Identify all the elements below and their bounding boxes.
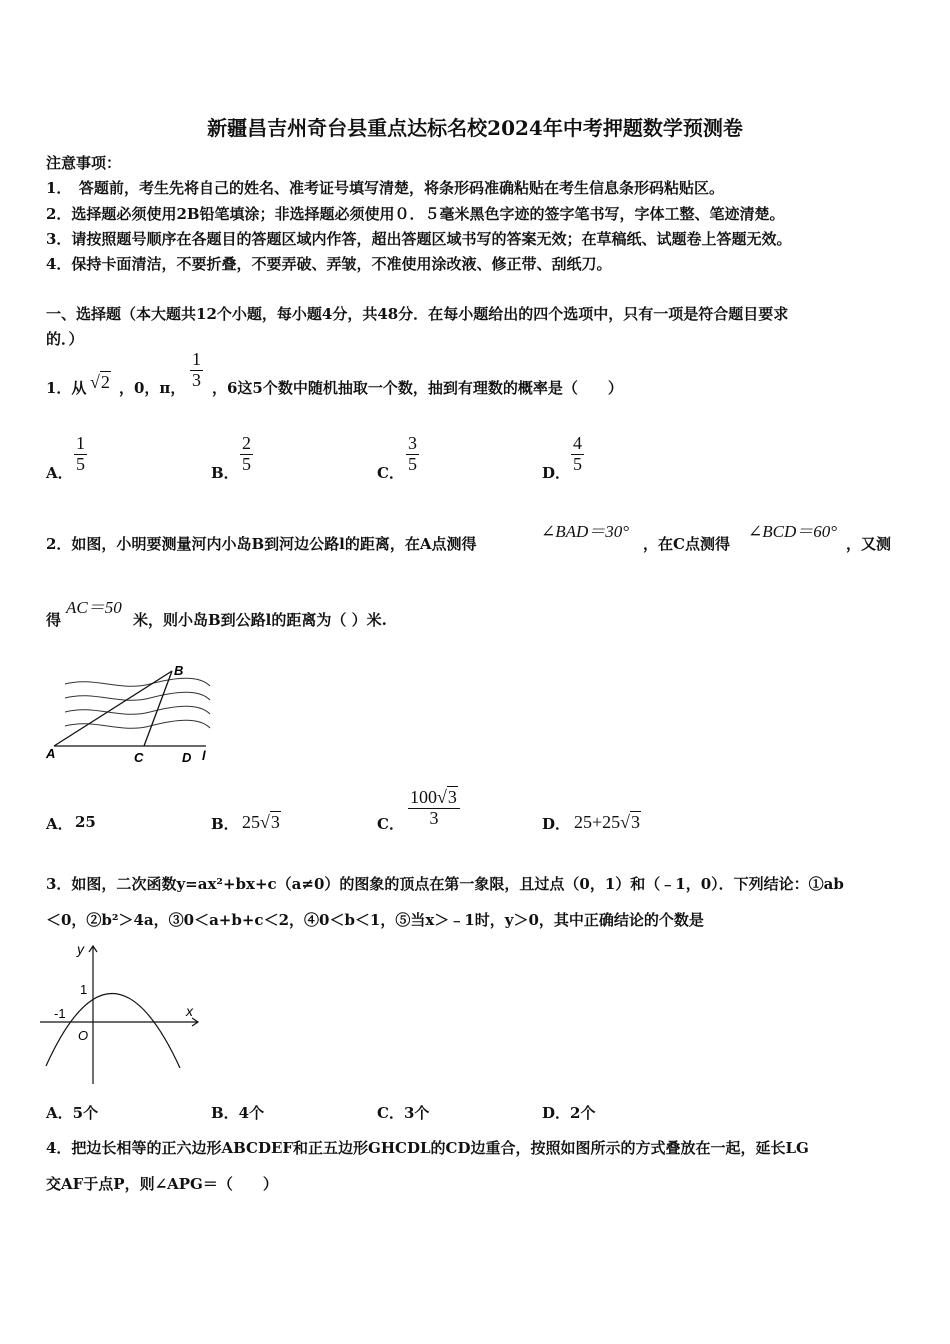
label-origin: O — [78, 1028, 89, 1043]
q1-option-a-fraction — [74, 434, 87, 475]
q2-text: 2．如图，小明要测量河内小岛B到河边公路l的距离，在A点测得 — [46, 535, 477, 553]
section-heading-cont: 的．） — [46, 330, 84, 348]
q2-option-d-label: D． — [542, 815, 571, 833]
q1-mid: ，0，π， — [119, 379, 186, 397]
q2-figure — [40, 658, 230, 768]
coef: 100 — [410, 787, 437, 807]
river-wave — [65, 706, 210, 714]
section-heading: 一、选择题（本大题共12个小题，每小题4分，共48分．在每小题给出的四个选项中，只有一项是符合题目要求 — [46, 305, 789, 323]
q2-option-c-label: C． — [377, 815, 404, 833]
q1-option-d-label: D． — [542, 464, 571, 482]
q1-fraction — [190, 350, 203, 391]
label-l: l — [202, 748, 206, 763]
q3-option-b: B．4个 — [211, 1104, 265, 1122]
q1-option-c-fraction — [406, 434, 419, 475]
notice-item: 2．选择题必须使用2B铅笔填涂；非选择题必须使用０．５毫米黑色字迹的签字笔书写，字体工整、笔迹清楚。 — [46, 205, 785, 223]
label-x: x — [186, 1003, 193, 1019]
frac-den: 5 — [76, 453, 85, 474]
label-neg-one: -1 — [54, 1006, 66, 1021]
q2-option-a-label: A． — [46, 815, 73, 833]
q1-option-b-label: B． — [211, 464, 239, 482]
q1-option-d-fraction — [571, 434, 584, 475]
radicand: 3 — [631, 812, 641, 832]
label-one: 1 — [80, 982, 88, 997]
q2-option-b-value: 25√3 — [242, 812, 280, 832]
q1-frac-num: 1 — [192, 349, 201, 369]
q1-sqrt-arg: 2 — [100, 372, 110, 392]
plus-sign: + — [592, 812, 603, 832]
q3-figure — [40, 938, 210, 1088]
frac-den: 5 — [408, 453, 417, 474]
q1-option-a-label: A． — [46, 464, 73, 482]
radicand: 3 — [270, 812, 280, 832]
q3-text: ＜0，②b²＞4a，③0＜a+b+c＜2，④0＜b＜1，⑤当x＞﹣1时，y＞0，其中正确结论的个数是 — [46, 911, 704, 929]
label-d: D — [182, 750, 192, 765]
q4-text: 交AF于点P，则∠APG＝（ ） — [46, 1175, 278, 1193]
term: 25 — [574, 812, 592, 832]
frac-den: 5 — [573, 453, 582, 474]
notice-heading: 注意事项： — [46, 154, 122, 172]
q1-suffix: ，6这5个数中随机抽取一个数，抽到有理数的概率是（ ） — [212, 379, 623, 397]
label-c: C — [134, 750, 144, 765]
q3-option-c: C．3个 — [377, 1104, 430, 1122]
q2-text: ，在C点测得 — [643, 535, 730, 553]
coef: 25 — [242, 812, 260, 832]
q1-frac-den: 3 — [192, 369, 201, 390]
q4-text: 4．把边长相等的正六边形ABCDEF和正五边形GHCDL的CD边重合，按照如图所示的方式叠放在一起，延长LG — [46, 1139, 809, 1157]
frac-num: 2 — [242, 433, 251, 453]
q1-prefix: 1．从 — [46, 379, 87, 397]
q1-option-b-fraction — [240, 434, 253, 475]
frac-num: 3 — [408, 433, 417, 453]
q2-text: ，又测 — [846, 535, 892, 553]
q3-text: 3．如图，二次函数y=ax²+bx+c（a≠0）的图象的顶点在第一象限，且过点（0，1）和（﹣1，0）．下列结论：①ab — [46, 875, 844, 893]
q2-ac: AC＝50 — [66, 598, 122, 617]
frac-num: 1 — [76, 433, 85, 453]
frac-num: 4 — [573, 433, 582, 453]
q2-option-a-value: 25 — [75, 813, 96, 831]
q1-option-c-label: C． — [377, 464, 404, 482]
frac-den: 3 — [408, 808, 460, 829]
q1-sqrt: √2 — [90, 372, 110, 392]
notice-item: 1． 答题前，考生先将自己的姓名、准考证号填写清楚，将条形码准确粘贴在考生信息条形码粘贴区。 — [46, 179, 724, 197]
radicand: 3 — [447, 787, 457, 807]
label-a: A — [46, 746, 56, 761]
frac-den: 5 — [242, 453, 251, 474]
q2-option-d-value: 25+25√3 — [574, 812, 641, 832]
q2-option-c-value: $\frac{100√3}{3}$ — [408, 788, 460, 829]
q2-angle-bad: ∠BAD＝30° — [541, 522, 630, 541]
river-wave — [65, 720, 210, 728]
q2-option-b-label: B． — [211, 815, 239, 833]
q2-angle-bcd: ∠BCD＝60° — [748, 522, 838, 541]
label-y: y — [77, 941, 84, 957]
q3-option-a: A．5个 — [46, 1104, 99, 1122]
page-title: 新疆昌吉州奇台县重点达标名校2024年中考押题数学预测卷 — [207, 116, 743, 140]
q2-text: 米，则小岛B到公路l的距离为（ ）米. — [133, 611, 387, 629]
notice-item: 4．保持卡面清洁，不要折叠，不要弄破、弄皱，不准使用涂改液、修正带、刮纸刀。 — [46, 255, 612, 273]
q2-text: 得 — [46, 611, 62, 629]
coef: 25 — [602, 812, 621, 832]
parabola — [46, 993, 180, 1068]
river-wave — [65, 678, 210, 686]
label-b: B — [174, 663, 184, 678]
notice-item: 3．请按照题号顺序在各题目的答题区域内作答，超出答题区域书写的答案无效；在草稿纸、试题卷上答题无效。 — [46, 230, 792, 248]
q3-option-d: D．2个 — [542, 1104, 596, 1122]
